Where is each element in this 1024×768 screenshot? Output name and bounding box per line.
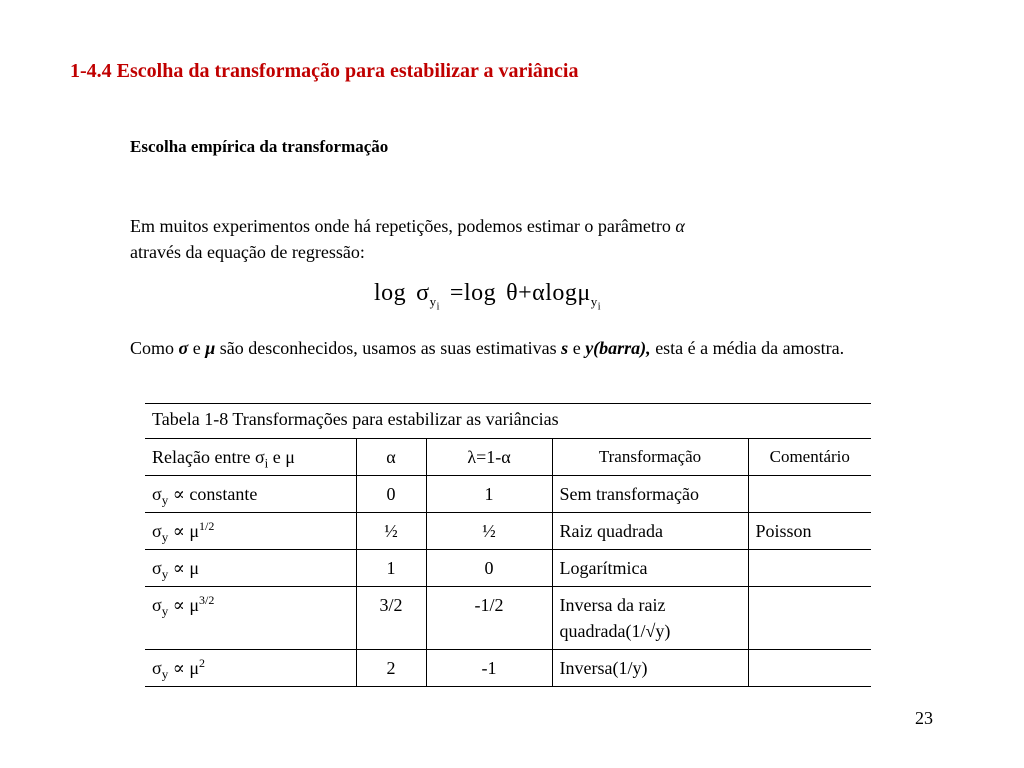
intro-text: Em muitos experimentos onde há repetições, podemos estimar o parâmetro: [130, 216, 671, 236]
header-lambda: λ=1-α: [426, 439, 552, 476]
table-caption: Tabela 1-8 Transformações para estabilizar as variâncias: [145, 404, 871, 439]
slide-title: 1-4.4 Escolha da transformação para estabilizar a variância: [70, 60, 579, 82]
table-caption-row: [145, 404, 871, 439]
page-number: 23: [915, 708, 933, 728]
relation-cell: $\sigma_y \propto \mu^{3/2}$: [145, 587, 356, 650]
lambda-cell: 0: [426, 550, 552, 587]
alpha-cell: ½: [356, 513, 426, 550]
eq-theta: θ: [506, 280, 519, 306]
eq-mu: μ: [577, 280, 591, 306]
explanation-text: esta é a média da amostra.: [650, 338, 845, 358]
alpha-cell: 2: [356, 650, 426, 687]
table-header-row: [145, 439, 871, 476]
transformation-cell: Inversa(1/y): [552, 650, 748, 687]
eq-sub-i2: i: [597, 301, 602, 313]
relation-cell: $\sigma_y \propto \mu$: [145, 550, 356, 587]
eq-alpha: α: [532, 280, 546, 306]
regression-equation: [374, 280, 602, 313]
alpha-symbol: α: [675, 216, 685, 236]
alpha-cell: 0: [356, 476, 426, 513]
lambda-cell: 1: [426, 476, 552, 513]
comment-cell: [748, 587, 871, 650]
header-transformation: Transformação: [552, 439, 748, 476]
alpha-cell: 3/2: [356, 587, 426, 650]
mu-symbol: μ: [205, 338, 216, 358]
comment-cell: [748, 476, 871, 513]
eq-log2: log: [463, 280, 497, 306]
comment-cell: Poisson: [748, 513, 871, 550]
explanation-text: são desconhecidos, usamos as suas estimativas: [215, 338, 562, 358]
table-row: [145, 513, 871, 550]
table-row: [145, 476, 871, 513]
intro-text-line2: através da equação de regressão:: [130, 242, 365, 262]
comment-cell: [748, 550, 871, 587]
header-alpha: α: [356, 439, 426, 476]
eq-plus: +: [518, 280, 533, 306]
explanation-text: e: [188, 338, 206, 358]
transformations-table: [145, 403, 871, 687]
sigma-symbol: σ: [178, 338, 189, 358]
relation-cell: $\sigma_y$ ∝ constante: [145, 476, 356, 513]
intro-paragraph: [130, 213, 890, 265]
eq-equals: =: [449, 280, 464, 306]
eq-log3: log: [545, 280, 578, 306]
ybarra-text: y(barra),: [585, 338, 651, 358]
lambda-cell: -1/2: [426, 587, 552, 650]
relation-cell: $\sigma_y \propto \mu^2$: [145, 650, 356, 687]
table-row: [145, 550, 871, 587]
header-relation: Relação entre $\sigma_i$ e μ: [145, 439, 356, 476]
explanation-paragraph: [130, 335, 890, 361]
transformation-cell: Raiz quadrada: [552, 513, 748, 550]
eq-log: log: [374, 280, 407, 306]
header-comment: Comentário: [748, 439, 871, 476]
eq-sub-i: i: [436, 301, 440, 313]
eq-sigma: σ: [416, 280, 430, 306]
lambda-cell: -1: [426, 650, 552, 687]
explanation-text: Como: [130, 338, 179, 358]
transformation-cell: Inversa da raiz quadrada(1/√y): [552, 587, 748, 650]
eq-sub-y: yi: [429, 293, 440, 313]
table-row: [145, 650, 871, 687]
eq-sub-y2: yi: [590, 293, 602, 313]
alpha-cell: 1: [356, 550, 426, 587]
transformation-cell: Logarítmica: [552, 550, 748, 587]
comment-cell: [748, 650, 871, 687]
explanation-text: e: [568, 338, 586, 358]
s-symbol: s: [561, 338, 569, 358]
section-subtitle: Escolha empírica da transformação: [130, 137, 389, 156]
relation-cell: $\sigma_y \propto \mu^{1/2}$: [145, 513, 356, 550]
table-row: [145, 587, 871, 650]
lambda-cell: ½: [426, 513, 552, 550]
transformation-cell: Sem transformação: [552, 476, 748, 513]
